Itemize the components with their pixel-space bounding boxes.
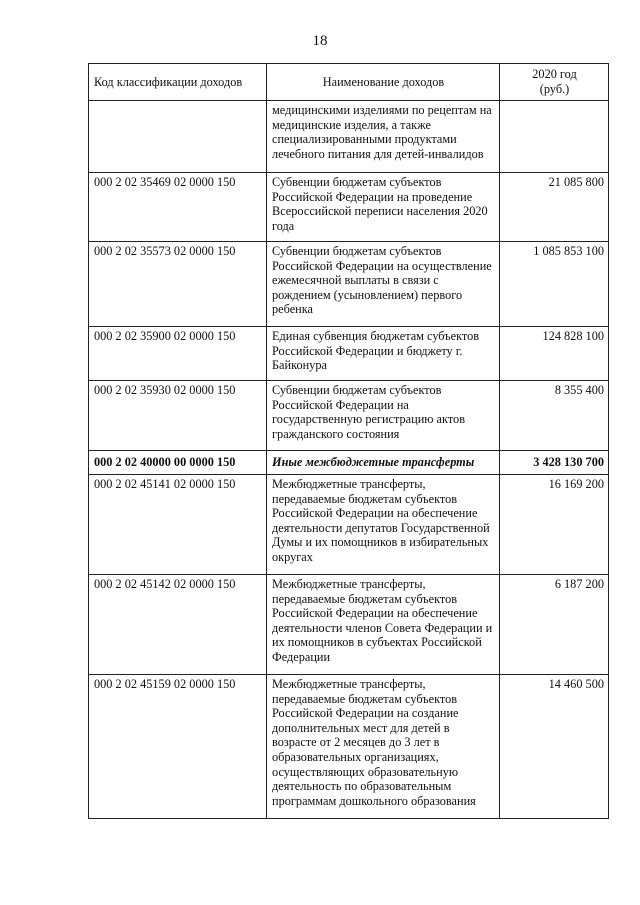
table-row	[89, 173, 609, 242]
table-row-total	[89, 451, 609, 475]
row-amount: 124 828 100	[500, 327, 609, 381]
table-row	[89, 575, 609, 675]
row-amount: 14 460 500	[500, 675, 609, 819]
row-code	[89, 101, 267, 173]
row-code: 000 2 02 35930 02 0000 150	[89, 381, 267, 451]
row-code: 000 2 02 45159 02 0000 150	[89, 675, 267, 819]
row-name: Субвенции бюджетам субъектов Российской Федерации на осуществление ежемесячной выплаты в связи с рождением (усыновлением) первого ребенка	[267, 242, 500, 327]
header-amount	[500, 64, 609, 101]
table-row	[89, 242, 609, 327]
header-amount-year: 2020 год	[532, 67, 577, 82]
revenue-table	[88, 63, 609, 819]
header-code: Код классификации доходов	[89, 64, 267, 101]
table-row	[89, 475, 609, 575]
row-name: Межбюджетные трансферты, передаваемые бюджетам субъектов Российской Федерации на обеспечение деятельности депутатов Государственной Думы и их помощников в избирательных округах	[267, 475, 500, 575]
row-code: 000 2 02 45142 02 0000 150	[89, 575, 267, 675]
header-amount-unit: (руб.)	[539, 82, 570, 96]
row-name: Межбюджетные трансферты, передаваемые бюджетам субъектов Российской Федерации на обеспечение деятельности членов Совета Федерации и их помощников в субъектах Российской Федерации	[267, 575, 500, 675]
row-amount: 8 355 400	[500, 381, 609, 451]
header-name: Наименование доходов	[267, 64, 500, 101]
table-row	[89, 381, 609, 451]
table-row	[89, 101, 609, 173]
row-code: 000 2 02 45141 02 0000 150	[89, 475, 267, 575]
page-number: 18	[312, 33, 328, 49]
row-amount: 21 085 800	[500, 173, 609, 242]
row-name: Субвенции бюджетам субъектов Российской Федерации на проведение Всероссийской переписи населения 2020 года	[267, 173, 500, 242]
row-name: Субвенции бюджетам субъектов Российской Федерации на государственную регистрацию актов гражданского состояния	[267, 381, 500, 451]
table-row	[89, 327, 609, 381]
row-name: Межбюджетные трансферты, передаваемые бюджетам субъектов Российской Федерации на создание дополнительных мест для детей в возрасте от 2 месяцев до 3 лет в образовательных организациях, осуществляющих образовательную деятельность по образовательным программам дошкольного образования	[267, 675, 500, 819]
table-row	[89, 675, 609, 819]
row-name: медицинскими изделиями по рецептам на медицинские изделия, а также специализированными продуктами лечебного питания для детей-инвалидов	[267, 101, 500, 173]
row-amount: 16 169 200	[500, 475, 609, 575]
table-header-row	[89, 64, 609, 101]
row-code: 000 2 02 40000 00 0000 150	[89, 451, 267, 475]
row-name: Иные межбюджетные трансферты	[267, 451, 500, 475]
row-name: Единая субвенция бюджетам субъектов Российской Федерации и бюджету г. Байконура	[267, 327, 500, 381]
row-amount	[500, 101, 609, 173]
row-code: 000 2 02 35573 02 0000 150	[89, 242, 267, 327]
row-code: 000 2 02 35900 02 0000 150	[89, 327, 267, 381]
row-amount: 3 428 130 700	[500, 451, 609, 475]
row-code: 000 2 02 35469 02 0000 150	[89, 173, 267, 242]
row-amount: 6 187 200	[500, 575, 609, 675]
row-amount: 1 085 853 100	[500, 242, 609, 327]
